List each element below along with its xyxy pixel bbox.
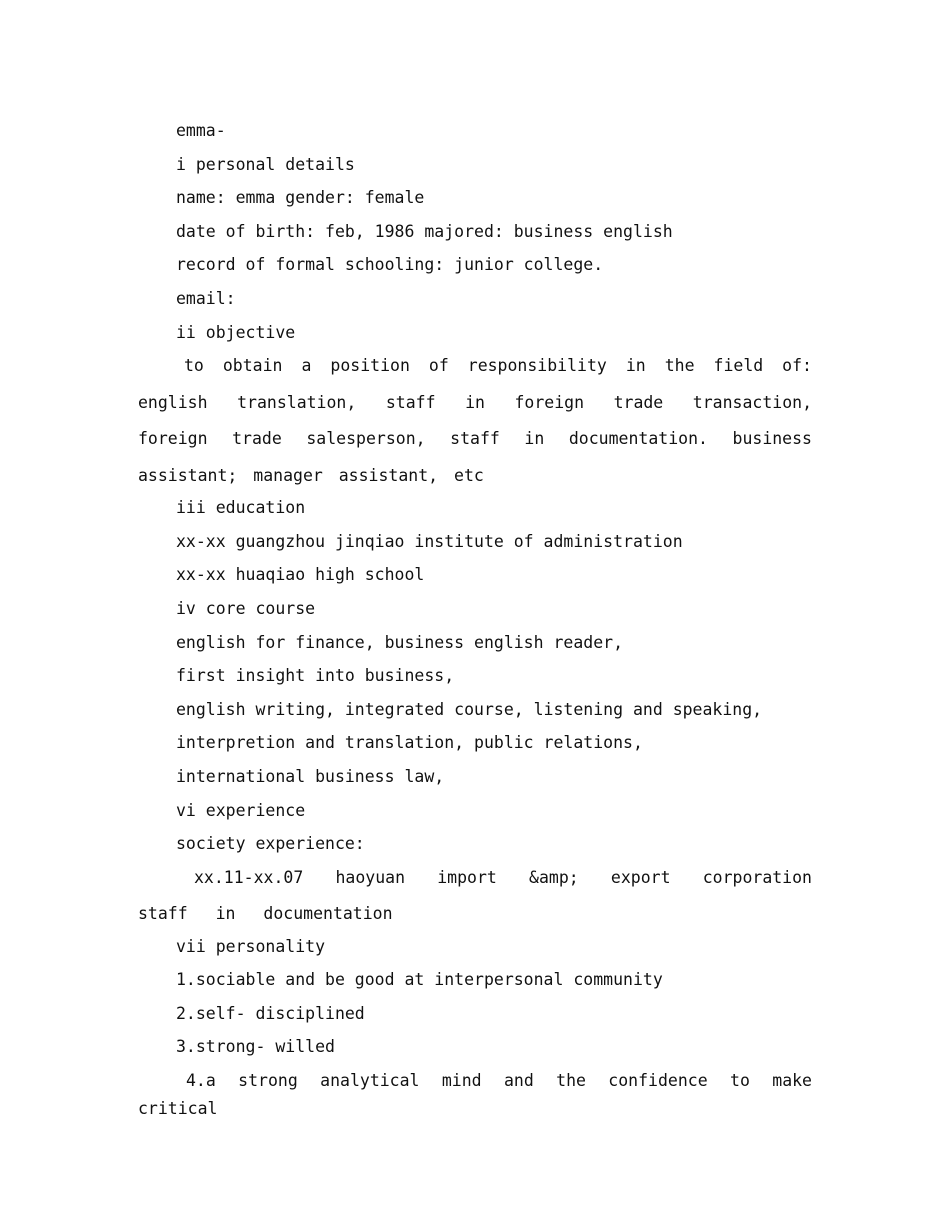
experience-entry: xx.11-xx.07 haoyuan import &amp; export corporation staff in documentation: [138, 867, 812, 924]
education-item: xx-xx guangzhou jinqiao institute of administration: [176, 531, 683, 551]
personality-item: 1.sociable and be good at interpersonal community: [176, 970, 663, 990]
personal-line-email: email:: [176, 288, 236, 308]
core-course-item: english for finance, business english reader,: [176, 632, 624, 652]
core-course-item: international business law,: [176, 766, 445, 786]
personality-heading: vii personality: [176, 936, 326, 956]
core-course-item: interpretion and translation, public relations,: [176, 733, 643, 753]
education-heading: iii education: [176, 498, 306, 518]
personality-item: 3.strong- willed: [176, 1037, 335, 1057]
personal-line-schooling: record of formal schooling: junior college.: [176, 255, 604, 275]
personal-line-name-gender: name: emma gender: female: [176, 188, 425, 208]
personality-item: 2.self- disciplined: [176, 1003, 365, 1023]
personality-item-truncated: 4.a strong analytical mind and the confidence to make critical: [138, 1071, 812, 1119]
personal-details-heading: i personal details: [176, 154, 355, 174]
objective-text: to obtain a position of responsibility in the field of: english translation, staff in foreign trade transaction, foreign trade salesperson, staff in documentation. business assistant; manager assistant, etc: [138, 356, 812, 485]
resume-name: emma-: [176, 121, 226, 140]
education-item: xx-xx huaqiao high school: [176, 565, 425, 585]
personal-line-birth-major: date of birth: feb, 1986 majored: business english: [176, 221, 673, 241]
core-course-item: first insight into business,: [176, 666, 455, 686]
society-experience-subheading: society experience:: [176, 834, 365, 854]
objective-heading: ii objective: [176, 322, 296, 342]
core-course-heading: iv core course: [176, 598, 316, 618]
core-course-item: english writing, integrated course, listening and speaking,: [176, 699, 763, 719]
experience-heading: vi experience: [176, 800, 306, 820]
resume-document: [138, 117, 812, 1119]
